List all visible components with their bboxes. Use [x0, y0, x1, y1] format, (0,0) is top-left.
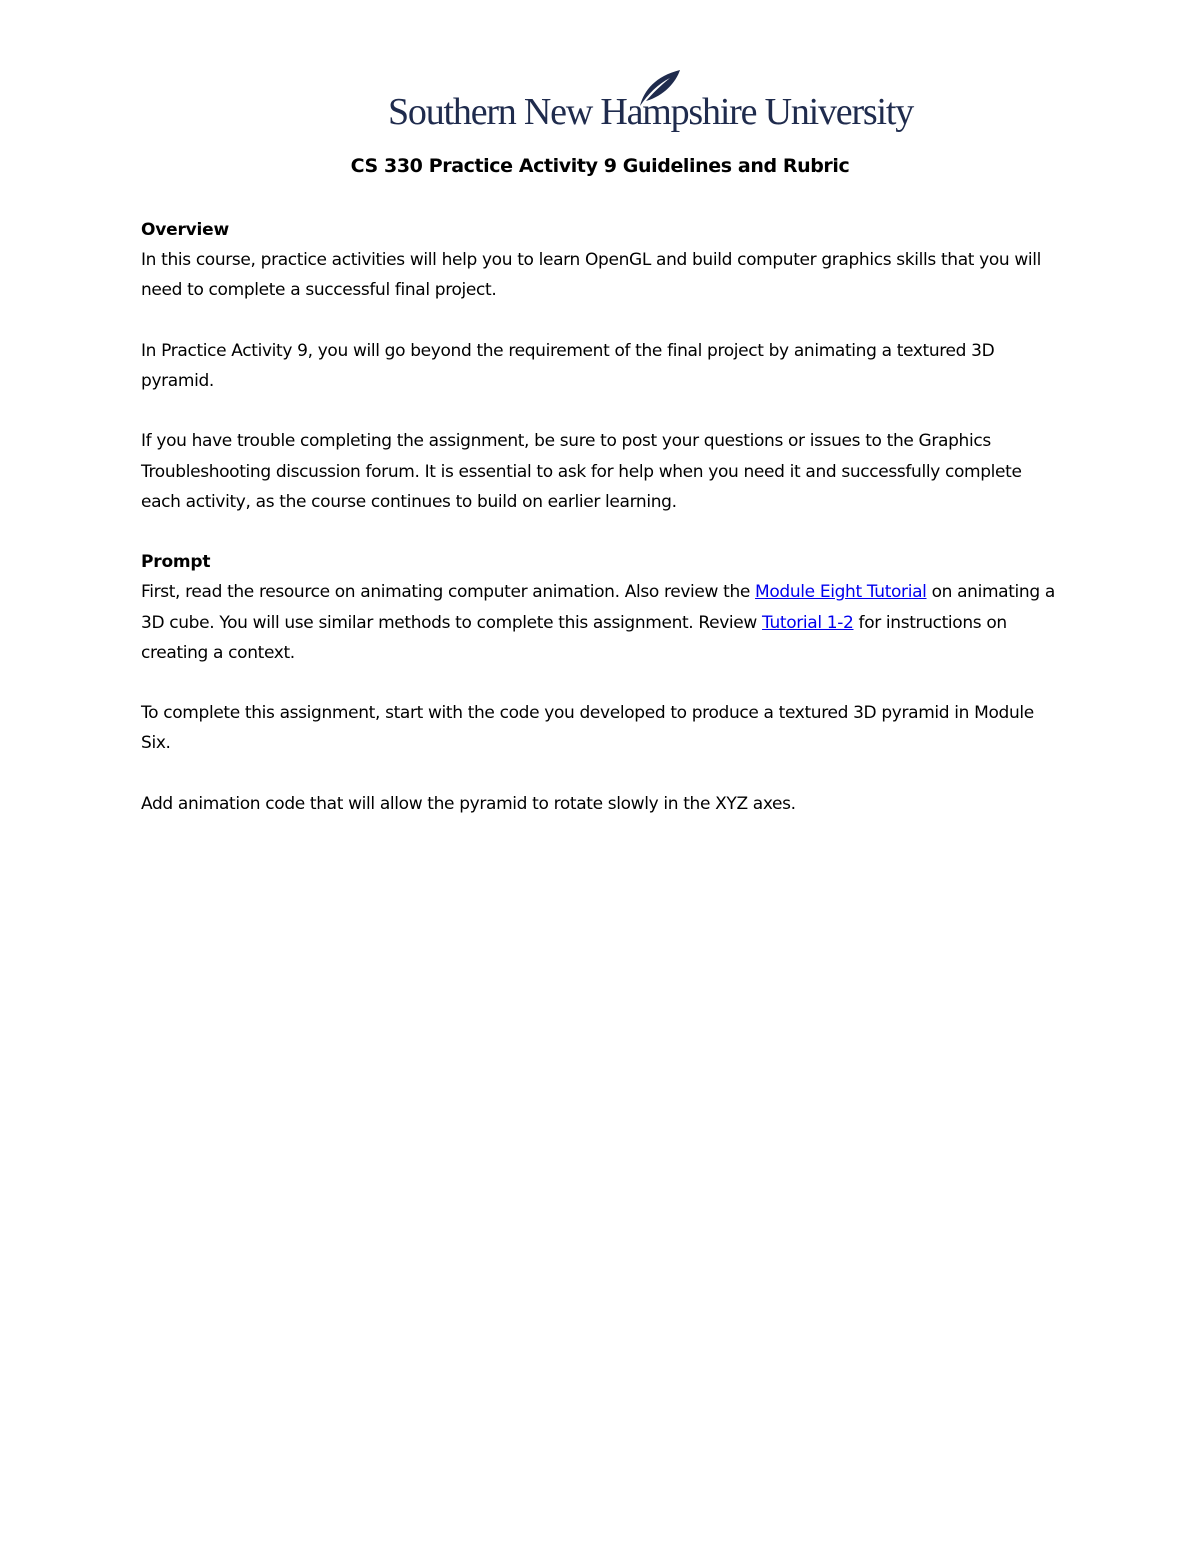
prompt-paragraph-1 — [141, 577, 1061, 668]
module-eight-tutorial-link[interactable]: Module Eight Tutorial — [755, 582, 927, 603]
logo-wordmark: Southern New Hampshire University — [388, 91, 914, 133]
prompt-paragraph-2: To complete this assignment, start with the code you developed to produce a textured 3D pyramid in Module Six. — [141, 703, 1034, 754]
tutorial-1-2-link[interactable]: Tutorial 1-2 — [762, 612, 854, 633]
overview-heading: Overview — [141, 220, 229, 240]
prompt-paragraph-3: Add animation code that will allow the pyramid to rotate slowly in the XYZ axes. — [141, 793, 796, 814]
overview-paragraph-2: In Practice Activity 9, you will go beyond the requirement of the final project by animating a textured 3D pyramid. — [141, 340, 995, 391]
university-logo — [388, 68, 914, 136]
prompt-text-2: on animating a 3D cube. You will use similar methods to complete this assignment. Review — [141, 582, 1055, 633]
prompt-text-3: for instructions on creating a context. — [141, 612, 1007, 663]
overview-paragraph-1: In this course, practice activities will help you to learn OpenGL and build computer graphics skills that you will need to complete a successful final project. — [141, 250, 1042, 301]
prompt-text-1: First, read the resource on animating computer animation. Also review the — [141, 582, 756, 603]
document-title: CS 330 Practice Activity 9 Guidelines and Rubric — [350, 155, 850, 177]
document-body — [141, 215, 1061, 849]
prompt-heading: Prompt — [141, 552, 211, 573]
overview-paragraph-3: If you have trouble completing the assignment, be sure to post your questions or issues to the Graphics Troubleshooting discussion forum. It is essential to ask for help when you need it and successfully complete each activity, as the course continues to build on earlier learning. — [141, 431, 1022, 512]
